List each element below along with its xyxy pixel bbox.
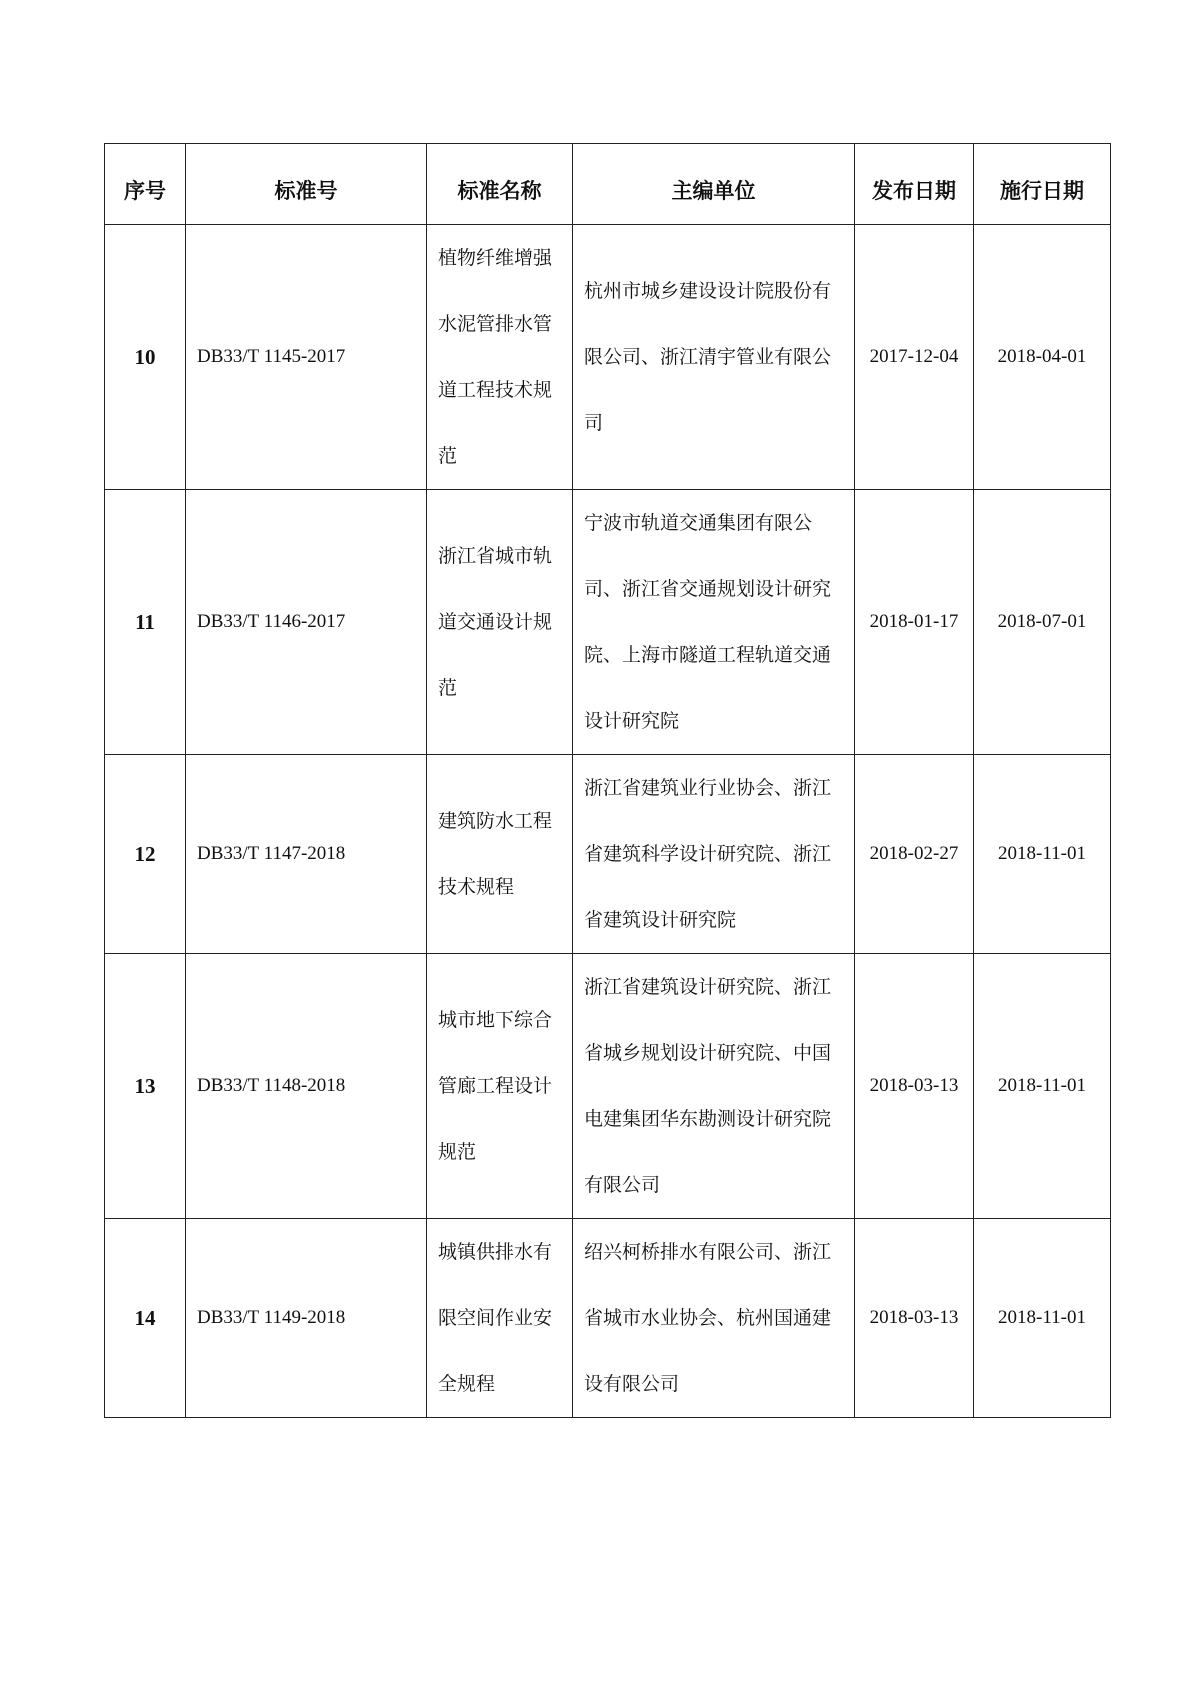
row-index: 14 bbox=[105, 1219, 186, 1418]
row-effective: 2018-11-01 bbox=[974, 954, 1111, 1219]
header-published: 发布日期 bbox=[855, 144, 974, 225]
row-code: DB33/T 1149-2018 bbox=[186, 1219, 427, 1418]
header-index: 序号 bbox=[105, 144, 186, 225]
row-name-text: 植物纤维增强水泥管排水管道工程技术规范 bbox=[438, 247, 553, 467]
header-org: 主编单位 bbox=[573, 144, 855, 225]
row-effective: 2018-04-01 bbox=[974, 225, 1111, 490]
row-code: DB33/T 1147-2018 bbox=[186, 755, 427, 954]
row-name bbox=[427, 755, 573, 954]
row-effective: 2018-07-01 bbox=[974, 490, 1111, 755]
table-row bbox=[105, 490, 1111, 755]
table-row bbox=[105, 954, 1111, 1219]
row-org-text: 浙江省建筑业行业协会、浙江省建筑科学设计研究院、浙江省建筑设计研究院 bbox=[584, 777, 832, 931]
table-header-row bbox=[105, 144, 1111, 225]
row-effective: 2018-11-01 bbox=[974, 1219, 1111, 1418]
row-code: DB33/T 1146-2017 bbox=[186, 490, 427, 755]
row-org-text: 宁波市轨道交通集团有限公司、浙江省交通规划设计研究院、上海市隧道工程轨道交通设计研究院 bbox=[584, 512, 832, 732]
row-code: DB33/T 1148-2018 bbox=[186, 954, 427, 1219]
row-org bbox=[573, 225, 855, 490]
row-index: 10 bbox=[105, 225, 186, 490]
row-index: 13 bbox=[105, 954, 186, 1219]
row-org-text: 绍兴柯桥排水有限公司、浙江省城市水业协会、杭州国通建设有限公司 bbox=[584, 1241, 832, 1395]
row-name-text: 浙江省城市轨道交通设计规范 bbox=[438, 545, 553, 699]
row-published: 2018-01-17 bbox=[855, 490, 974, 755]
row-name bbox=[427, 490, 573, 755]
row-org bbox=[573, 490, 855, 755]
row-org bbox=[573, 954, 855, 1219]
header-effective: 施行日期 bbox=[974, 144, 1111, 225]
row-code: DB33/T 1145-2017 bbox=[186, 225, 427, 490]
row-published: 2018-02-27 bbox=[855, 755, 974, 954]
row-index: 11 bbox=[105, 490, 186, 755]
table-row bbox=[105, 1219, 1111, 1418]
row-org bbox=[573, 1219, 855, 1418]
row-published: 2018-03-13 bbox=[855, 954, 974, 1219]
row-org bbox=[573, 755, 855, 954]
standards-table bbox=[104, 143, 1111, 1418]
row-name bbox=[427, 1219, 573, 1418]
row-org-text: 浙江省建筑设计研究院、浙江省城乡规划设计研究院、中国电建集团华东勘测设计研究院有限公司 bbox=[584, 976, 832, 1196]
row-name-text: 城镇供排水有限空间作业安全规程 bbox=[438, 1241, 553, 1395]
table-row bbox=[105, 755, 1111, 954]
row-published: 2018-03-13 bbox=[855, 1219, 974, 1418]
row-name-text: 建筑防水工程技术规程 bbox=[438, 810, 553, 898]
header-name: 标准名称 bbox=[427, 144, 573, 225]
row-published: 2017-12-04 bbox=[855, 225, 974, 490]
row-org-text: 杭州市城乡建设设计院股份有限公司、浙江清宇管业有限公司 bbox=[584, 280, 832, 434]
row-index: 12 bbox=[105, 755, 186, 954]
table-row bbox=[105, 225, 1111, 490]
row-effective: 2018-11-01 bbox=[974, 755, 1111, 954]
row-name-text: 城市地下综合管廊工程设计规范 bbox=[438, 1009, 553, 1163]
header-code: 标准号 bbox=[186, 144, 427, 225]
row-name bbox=[427, 225, 573, 490]
row-name bbox=[427, 954, 573, 1219]
